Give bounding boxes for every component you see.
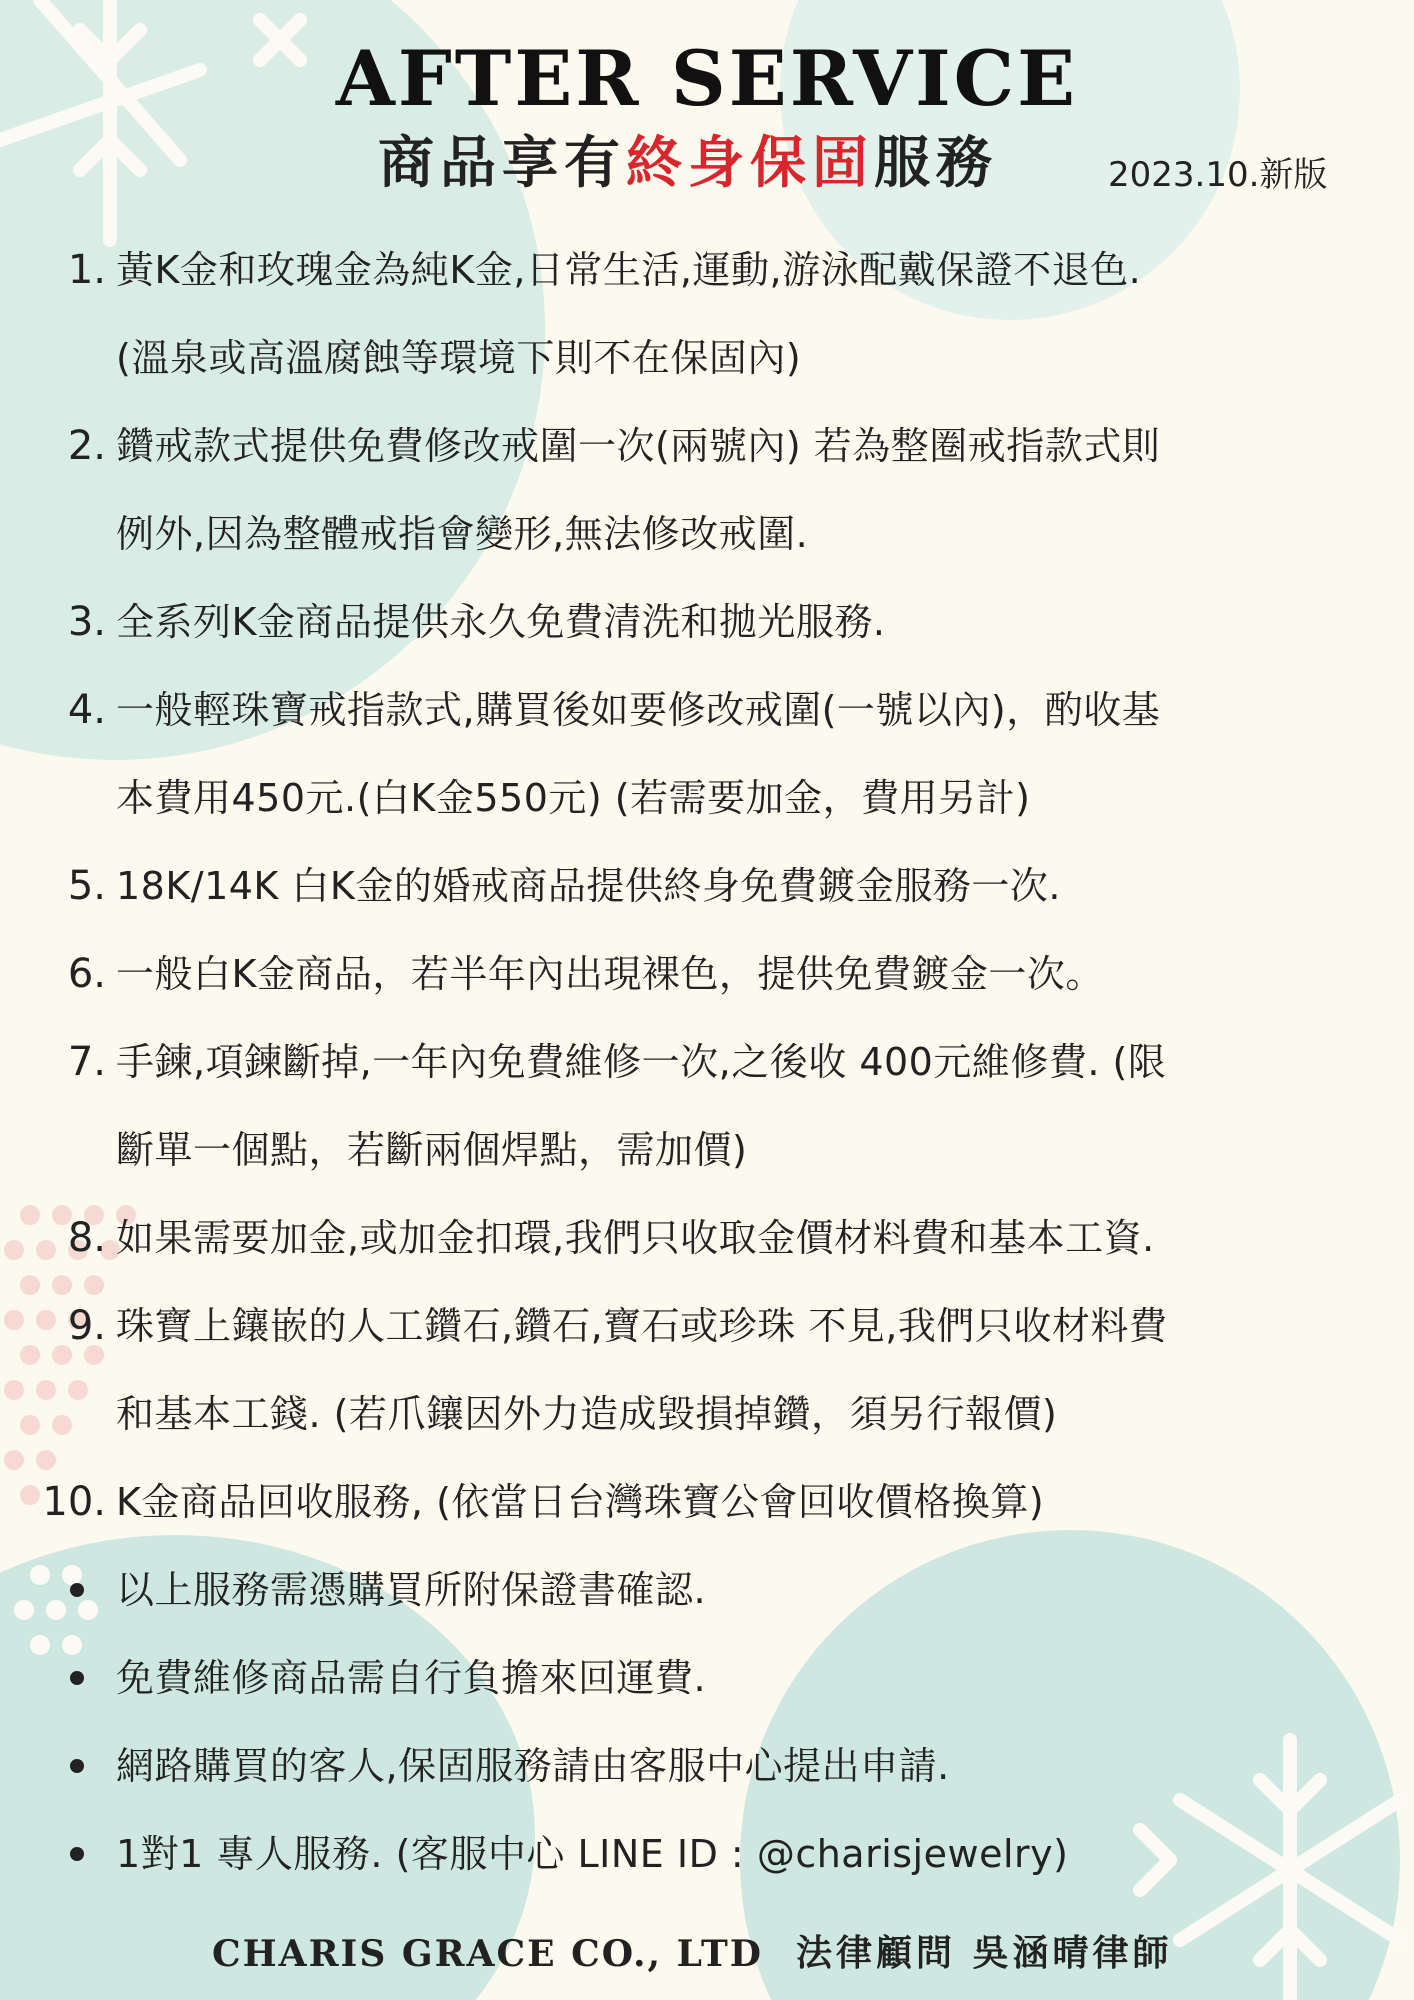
item-number: 1. [67, 247, 106, 293]
item-text: 斷單一個點，若斷兩個焊點，需加價) [116, 1128, 748, 1172]
item-text: 手鍊,項鍊斷掉,一年內免費維修一次,之後收 400元維修費. (限 [116, 1040, 1167, 1084]
bullet-item [0, 1810, 1414, 1898]
list-item [0, 1458, 1414, 1546]
item-text: 一般輕珠寶戒指款式,購買後如要修改戒圍(一號以內)，酌收基 [116, 688, 1161, 732]
bullet-text: 網路購買的客人,保固服務請由客服中心提出申請. [116, 1744, 950, 1788]
item-text: 例外,因為整體戒指會變形,無法修改戒圍. [116, 512, 809, 556]
item-number: 9. [67, 1303, 106, 1349]
list-item [0, 842, 1414, 930]
list-item [0, 1194, 1414, 1282]
item-text: 本費用450元.(白K金550元) (若需要加金，費用另計) [116, 776, 1031, 820]
version-label: 2023.10.新版 [1108, 155, 1328, 195]
bullet-icon [70, 1847, 84, 1861]
service-list [0, 226, 1414, 1898]
subtitle-highlight: 終身保固 [626, 131, 874, 196]
list-item [0, 666, 1414, 754]
item-text: 鑽戒款式提供免費修改戒圍一次(兩號內) 若為整圈戒指款式則 [116, 424, 1161, 468]
bullet-text: 以上服務需憑購買所附保證書確認. [116, 1568, 707, 1612]
item-text: 如果需要加金,或加金扣環,我們只收取金價材料費和基本工資. [116, 1216, 1155, 1260]
subtitle-suffix: 服務 [874, 131, 998, 196]
item-text: 黃K金和玫瑰金為純K金,日常生活,運動,游泳配戴保證不退色. [116, 248, 1142, 292]
item-number: 4. [67, 687, 106, 733]
list-item [0, 226, 1414, 314]
list-item [0, 754, 1414, 842]
list-item [0, 490, 1414, 578]
item-number: 6. [67, 951, 106, 997]
subtitle-prefix: 商品享有 [378, 131, 626, 196]
item-number: 10. [42, 1479, 106, 1525]
footer-lawyer: 法律顧問 吳涵晴律師 [796, 1933, 1173, 1974]
list-item [0, 1370, 1414, 1458]
bullet-item [0, 1546, 1414, 1634]
bullet-icon [70, 1759, 84, 1773]
bullet-item [0, 1722, 1414, 1810]
item-text: 18K/14K 白K金的婚戒商品提供終身免費鍍金服務一次. [116, 864, 1061, 908]
list-item [0, 314, 1414, 402]
footer-company: CHARIS GRACE CO., LTD [212, 1933, 763, 1975]
item-number: 3. [67, 599, 106, 645]
item-text: 全系列K金商品提供永久免費清洗和拋光服務. [116, 600, 886, 644]
bullet-icon [70, 1671, 84, 1685]
item-text: 一般白K金商品，若半年內出現裸色，提供免費鍍金一次。 [116, 952, 1104, 996]
list-item [0, 1018, 1414, 1106]
page-title: AFTER SERVICE [335, 34, 1079, 123]
item-text: 珠寶上鑲嵌的人工鑽石,鑽石,寶石或珍珠 不見,我們只收材料費 [116, 1304, 1168, 1348]
bullet-item [0, 1634, 1414, 1722]
page-subtitle [378, 128, 1098, 200]
list-item [0, 578, 1414, 666]
item-text: (溫泉或高溫腐蝕等環境下則不在保固內) [116, 336, 802, 380]
bullet-text: 1對1 專人服務. (客服中心 LINE ID : @charisjewelry) [116, 1832, 1069, 1876]
bullet-text: 免費維修商品需自行負擔來回運費. [116, 1656, 707, 1700]
item-number: 5. [67, 863, 106, 909]
list-item [0, 930, 1414, 1018]
item-number: 7. [67, 1039, 106, 1085]
bullet-icon [70, 1583, 84, 1597]
list-item [0, 402, 1414, 490]
item-text: K金商品回收服務, (依當日台灣珠寶公會回收價格換算) [116, 1480, 1045, 1524]
list-item [0, 1282, 1414, 1370]
item-text: 和基本工錢. (若爪鑲因外力造成毀損掉鑽，須另行報價) [116, 1392, 1058, 1436]
item-number: 2. [67, 423, 106, 469]
item-number: 8. [67, 1215, 106, 1261]
list-item [0, 1106, 1414, 1194]
